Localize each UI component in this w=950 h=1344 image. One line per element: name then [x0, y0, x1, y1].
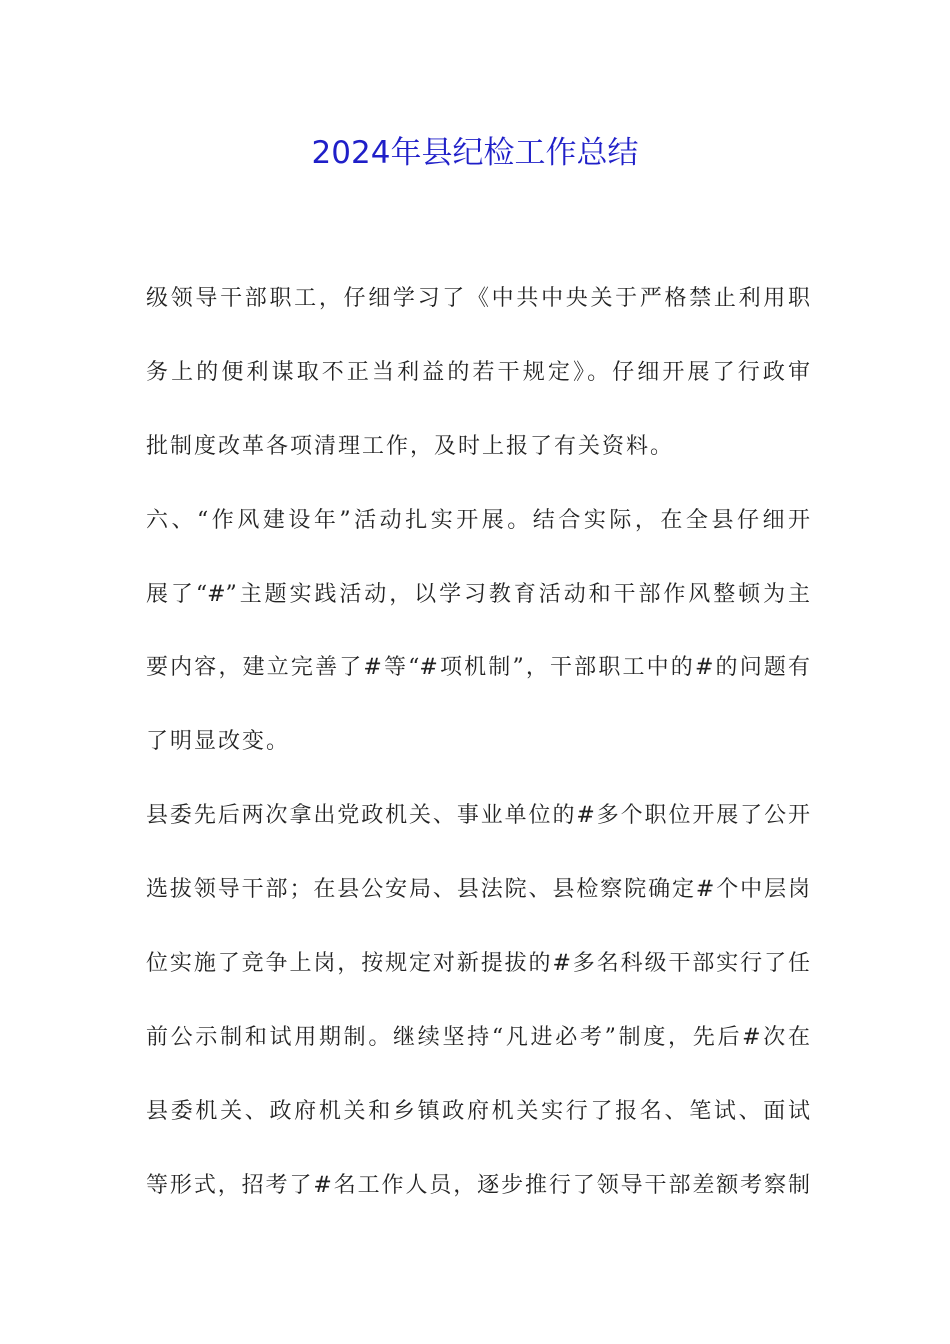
- body-line: 了明显改变。: [146, 729, 291, 755]
- document-title: 2024年县纪检工作总结: [311, 135, 639, 171]
- body-line: 选拔领导干部；在县公安局、县法院、县检察院确定#个中层岗: [146, 877, 810, 903]
- body-line: 展了“#”主题实践活动，以学习教育活动和干部作风整顿为主: [146, 581, 810, 607]
- body-line: 批制度改革各项清理工作，及时上报了有关资料。: [146, 433, 675, 459]
- body-line: 前公示制和试用期制。继续坚持“凡进必考”制度，先后#次在: [146, 1024, 810, 1050]
- body-line: 务上的便利谋取不正当利益的若干规定》。仔细开展了行政审: [146, 359, 810, 385]
- body-line: 六、“作风建设年”活动扎实开展。结合实际，在全县仔细开: [146, 507, 810, 533]
- body-line: 级领导干部职工，仔细学习了《中共中央关于严格禁止利用职: [146, 286, 810, 311]
- body-line: 县委机关、政府机关和乡镇政府机关实行了报名、笔试、面试: [146, 1098, 810, 1124]
- body-line: 县委先后两次拿出党政机关、事业单位的#多个职位开展了公开: [146, 803, 810, 829]
- body-line: 要内容，建立完善了#等“#项机制”，干部职工中的#的问题有: [146, 655, 810, 681]
- body-line: 等形式，招考了#名工作人员，逐步推行了领导干部差额考察制: [146, 1172, 810, 1198]
- document-body: [146, 262, 810, 1223]
- body-line: 位实施了竞争上岗，按规定对新提拔的#多名科级干部实行了任: [146, 951, 810, 977]
